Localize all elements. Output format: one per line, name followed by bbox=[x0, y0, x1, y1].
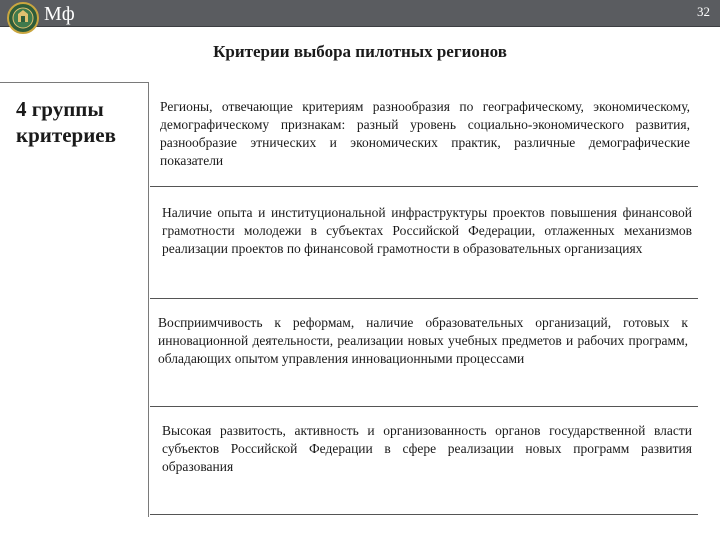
criterion-2: Наличие опыта и институциональной инфраструктуры проектов повышения финансовой грамотности молодежи в субъектах Российской Федерации, отлаженных механизмов реализации проектов по финансовой грамотности в образовательных организациях bbox=[162, 205, 692, 256]
criterion-1: Регионы, отвечающие критериям разнообразия по географическому, экономическому, демографическому признакам: разный уровень социально-экономического развития, разнообразие этнических и экономических практик, различные демографические показатели bbox=[160, 99, 690, 168]
page-number: 32 bbox=[697, 4, 710, 19]
emblem-icon bbox=[6, 1, 40, 35]
criterion-1-rule bbox=[150, 186, 698, 187]
logo-text: Мф bbox=[44, 3, 75, 25]
criterion-3: Восприимчивость к реформам, наличие образовательных организаций, готовых к инновационной деятельности, реализации новых учебных предметов и рабочих программ, обладающих опытом управления инновационными процессами bbox=[158, 315, 688, 366]
criterion-2-rule bbox=[150, 298, 698, 299]
criterion-4-rule bbox=[150, 514, 698, 515]
group-heading-line1: 4 группы bbox=[16, 97, 104, 121]
slide-title: Критерии выбора пилотных регионов bbox=[213, 42, 507, 61]
top-bar bbox=[0, 0, 720, 27]
group-heading-line2: критериев bbox=[16, 123, 116, 147]
criterion-3-rule bbox=[150, 406, 698, 407]
criterion-4: Высокая развитость, активность и организованность органов государственной власти субъектов Российской Федерации в сфере реализации новых программ развития образования bbox=[162, 423, 692, 474]
group-heading bbox=[16, 96, 156, 148]
left-panel-top-rule bbox=[0, 82, 148, 83]
